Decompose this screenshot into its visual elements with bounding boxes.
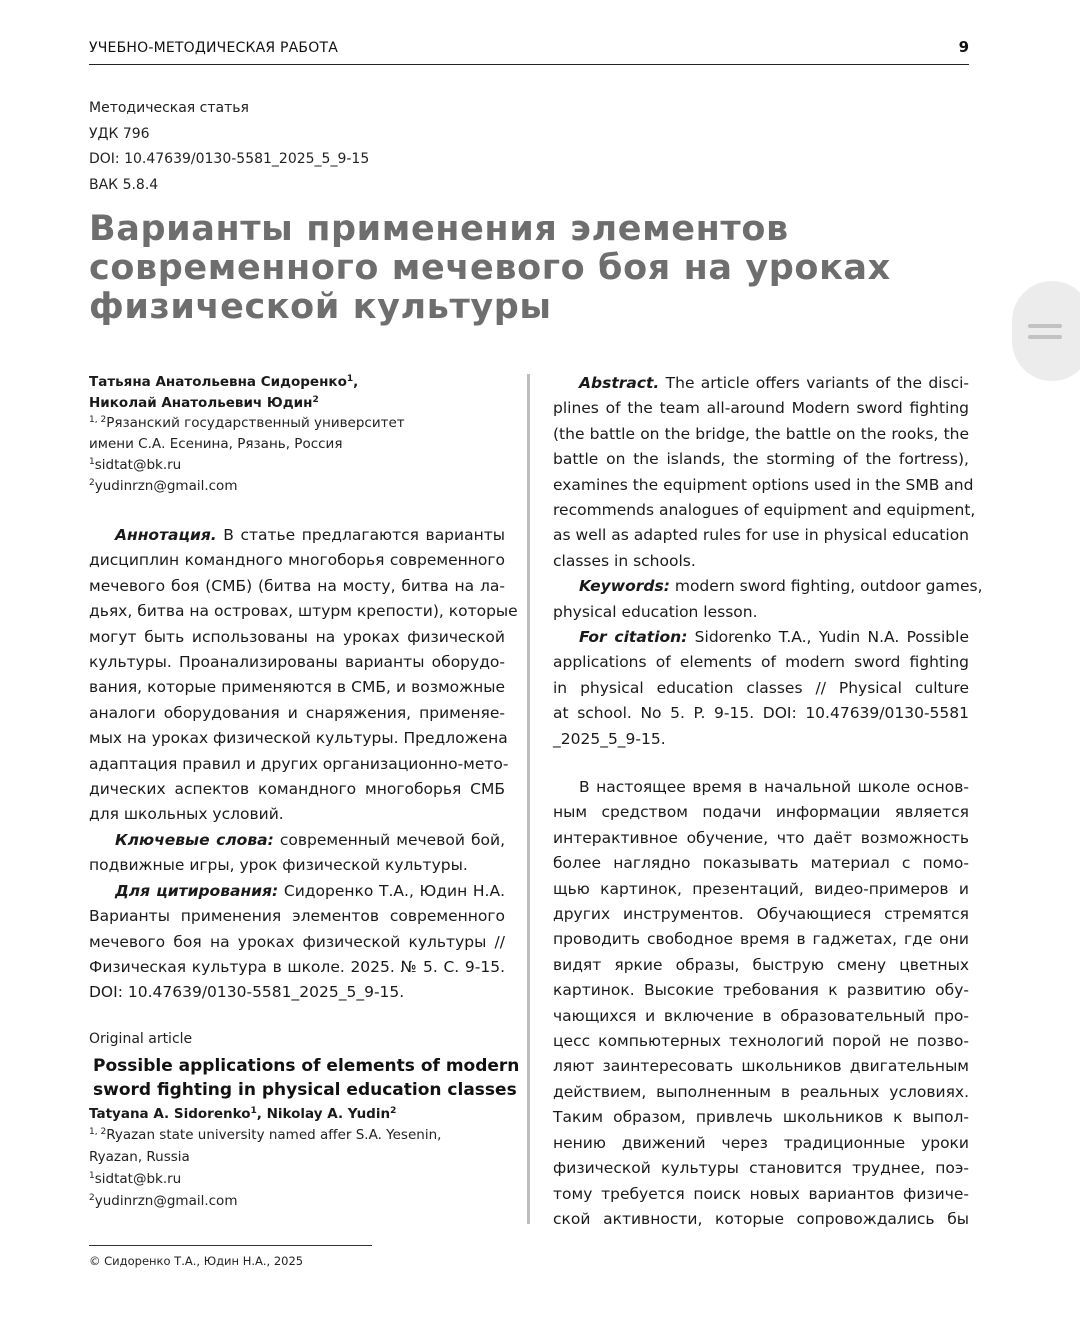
text-line: культуры. Проанализированы варианты оборудо- — [89, 653, 505, 672]
text-line: проводить свободное время в гаджетах, где они — [553, 930, 969, 949]
text-line: _2025_5_9-15. — [553, 729, 666, 748]
text-line: мых на уроках физической культуры. Предложена — [89, 729, 508, 748]
email-link[interactable]: yudinrzn@gmail.com — [94, 1193, 238, 1209]
text-line: для школьных условий. — [89, 805, 284, 824]
affiliation: $^{1, 2}$Ryazan state university named affer S.A. Yesenin, — [89, 1127, 442, 1143]
text-line: дьях, битва на островах, штурм крепости), которые — [89, 602, 518, 621]
email: $^1$sidtat@bk.ru — [89, 457, 182, 473]
english-title — [93, 1054, 519, 1102]
email-link[interactable]: sidtat@bk.ru — [94, 457, 182, 473]
title-line: Варианты применения элементов — [89, 209, 789, 249]
text-line: plines of the team all-around Modern sword fighting — [553, 399, 969, 418]
original-article-label: Original article — [89, 1031, 193, 1047]
email: $^2$yudinrzn@gmail.com — [89, 1193, 238, 1209]
text-line: applications of elements of modern sword fighting — [553, 653, 969, 672]
keywords-label: Keywords: — [579, 577, 670, 596]
text-line: действием, выполненным в реальных условиях. — [553, 1082, 969, 1101]
abstract-label: Abstract. — [579, 374, 660, 392]
text-line: картинок. Высокие требования к развитию обу- — [553, 981, 969, 1000]
text-line: (the battle on the bridge, the battle on the rooks, the — [553, 424, 969, 443]
email: $^1$sidtat@bk.ru — [89, 1171, 182, 1187]
affiliation: Ryazan, Russia — [89, 1149, 190, 1165]
vak-code: ВАК 5.8.4 — [89, 176, 159, 193]
author-name: Татьяна Анатольевна Сидоренко — [89, 374, 347, 390]
author-name: Nikolay A. Yudin — [266, 1106, 391, 1122]
text-line: В настоящее время в начальной школе основ- — [579, 778, 969, 796]
author-line: Татьяна Анатольевна Сидоренко$^1$, — [89, 374, 359, 390]
column-divider — [527, 374, 530, 1224]
text-line: as well as adapted rules for use in physical education — [553, 526, 969, 545]
text-line: аналоги оборудования и снаряжения, применяе- — [89, 703, 505, 722]
email-link[interactable]: yudinrzn@gmail.com — [94, 478, 238, 494]
text-line: ляют заинтересовать школьников двигательным — [553, 1057, 969, 1076]
text-line: могут быть использованы на уроках физической — [89, 627, 505, 646]
text-line: DOI: 10.47639/0130-5581_2025_5_9-15. — [89, 983, 405, 1002]
author-line: Николай Анатольевич Юдин$^2$ — [89, 394, 319, 411]
title-line: физической культуры — [89, 287, 552, 327]
text-line: мечевого боя (СМБ) (битва на мосту, битва на ла- — [89, 576, 505, 595]
text-line: вания, которые применяются в СМБ, и возможные — [89, 678, 505, 697]
article-meta — [89, 96, 369, 198]
annotation-label: Аннотация. — [115, 526, 217, 544]
side-panel-handle[interactable] — [1012, 281, 1080, 381]
footnote-rule — [89, 1245, 372, 1246]
email-link[interactable]: sidtat@bk.ru — [94, 1171, 182, 1187]
author-name: Tatyana A. Sidorenko — [89, 1106, 251, 1122]
doi: DOI: 10.47639/0130-5581_2025_5_9-15 — [89, 151, 370, 167]
running-header — [89, 38, 969, 65]
author-line: Tatyana A. Sidorenko$^1$, Nikolay A. Yudin$^2$ — [89, 1106, 397, 1122]
text-line: Abstract. The article offers variants of the disci- — [579, 374, 969, 392]
text-line: For citation: Sidorenko T.A., Yudin N.A. Possible — [579, 628, 969, 647]
body-text — [553, 775, 969, 1232]
text-line: интерактивное обучение, что даёт возможность — [553, 828, 969, 847]
article-title — [89, 210, 949, 327]
text-line: examines the equipment options used in the SMB and — [553, 475, 974, 494]
udk-code: УДК 796 — [89, 125, 150, 142]
text-line: дисциплин командного многоборья современного — [89, 551, 505, 570]
text-line: видят яркие образы, быструю смену цветных — [553, 955, 969, 974]
text-line: ской активности, которые сопровождались бы — [553, 1209, 969, 1228]
author-name: Николай Анатольевич Юдин — [89, 394, 313, 411]
citation-label: For citation: — [579, 628, 688, 647]
text-line: мечевого боя на уроках физической культуры // — [89, 932, 505, 951]
text-line: recommends analogues of equipment and equipment, — [553, 501, 976, 520]
text-line: Для цитирования: Сидоренко Т.А., Юдин Н.А. — [115, 881, 506, 900]
text-line: тому требуется поиск новых вариантов физиче- — [553, 1184, 969, 1203]
text-line: Keywords: modern sword fighting, outdoor games, — [579, 577, 983, 596]
text-line: Физическая культура в школе. 2025. № 5. С. 9-15. — [89, 957, 505, 976]
keywords-label: Ключевые слова: — [115, 830, 274, 849]
journal-section: УЧЕБНО-МЕТОДИЧЕСКАЯ РАБОТА — [89, 40, 338, 56]
text-line: physical education lesson. — [553, 602, 758, 621]
title-line: sword fighting in physical education classes — [93, 1080, 517, 1100]
text-line: Варианты применения элементов современного — [89, 907, 505, 926]
article-type: Методическая статья — [89, 100, 249, 116]
text-line: Таким образом, привлечь школьников к выпол- — [553, 1108, 969, 1127]
text-line: дических аспектов командного многоборья СМБ — [89, 780, 505, 799]
text-line: Ключевые слова: современный мечевой бой, — [115, 830, 506, 849]
text-line: чающихся и включение в образовательный про- — [553, 1006, 969, 1025]
text-line: цесс компьютерных технологий порой не позво- — [553, 1032, 969, 1051]
affiliation: имени С.А. Есенина, Рязань, Россия — [89, 436, 343, 452]
title-line: Possible applications of elements of modern — [93, 1056, 520, 1076]
handle-grip-icon — [1028, 335, 1062, 339]
text-line: физической культуры становится труднее, поэ- — [553, 1159, 969, 1178]
text-line: classes in schools. — [553, 551, 696, 570]
email: $^2$yudinrzn@gmail.com — [89, 478, 238, 494]
text-line: подвижные игры, урок физической культуры. — [89, 856, 468, 875]
authors-ru — [89, 372, 505, 497]
text-line: in physical education classes // Physical culture — [553, 678, 969, 697]
affiliation: $^{1, 2}$Рязанский государственный университет — [89, 415, 405, 431]
text-line: адаптация правил и других организационно-мето- — [89, 754, 509, 773]
annotation-block — [89, 523, 518, 1006]
text-line: щью картинок, презентаций, видео-примеров и — [553, 879, 969, 898]
text-line: battle on the islands, the storming of the fortress), — [553, 450, 969, 469]
authors-en — [89, 1104, 441, 1212]
citation-label: Для цитирования: — [115, 881, 279, 900]
text-line: других инструментов. Обучающиеся стремятся — [553, 905, 969, 924]
abstract-block — [553, 371, 983, 752]
copyright-notice: © Сидоренко Т.А., Юдин Н.А., 2025 — [89, 1254, 304, 1268]
handle-grip-icon — [1028, 324, 1062, 328]
text-line: нению движений через традиционные уроки — [553, 1133, 969, 1152]
page-number: 9 — [958, 38, 969, 56]
title-line: современного мечевого боя на уроках — [89, 248, 891, 288]
text-line: at school. No 5. P. 9-15. DOI: 10.47639/0130-5581 — [553, 704, 969, 723]
text-line: Аннотация. В статье предлагаются варианты — [115, 526, 505, 544]
text-line: более наглядно показывать материал с помо- — [553, 854, 969, 873]
text-line: ным средством подачи информации является — [553, 803, 969, 822]
